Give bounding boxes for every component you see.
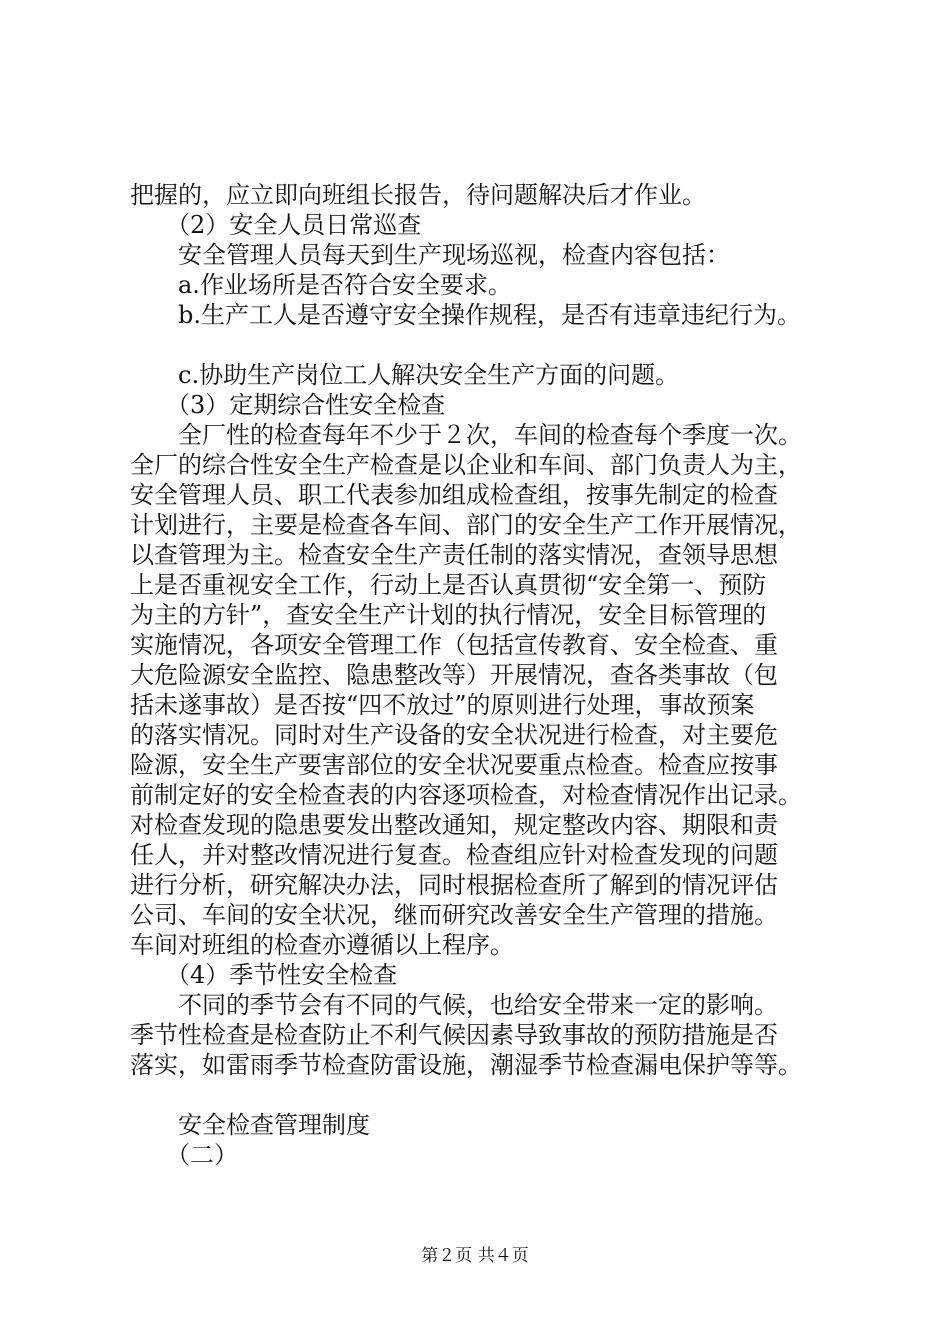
- text-line: 实施情况，各项安全管理工作（包括宣传教育、安全检查、重: [130, 631, 778, 659]
- text-line: 为主的方针”，查安全生产计划的执行情况，安全目标管理的: [130, 601, 767, 629]
- section-number: （二）: [166, 1141, 238, 1169]
- text-line: 公司、车间的安全状况，继而研究改善安全生产管理的措施。: [130, 901, 778, 929]
- text-line: 不同的季节会有不同的气候，也给安全带来一定的影响。: [178, 991, 778, 1019]
- list-item: c.协助生产岗位工人解决安全生产方面的问题。: [178, 361, 680, 389]
- text-line: 全厂性的检查每年不少于２次，车间的检查每个季度一次。: [178, 421, 802, 449]
- text-line: 的落实情况。同时对生产设备的安全状况进行检查，对主要危: [130, 721, 778, 749]
- text-line: 进行分析，研究解决办法，同时根据检查所了解到的情况评估: [130, 871, 778, 899]
- text-line: 任人，并对整改情况进行复查。检查组应针对检查发现的问题: [130, 841, 778, 869]
- text-line: 大危险源安全监控、隐患整改等）开展情况，查各类事故（包: [130, 661, 778, 689]
- text-line: 对检查发现的隐患要发出整改通知，规定整改内容、期限和责: [130, 811, 778, 839]
- text-line: 全厂的综合性安全生产检查是以企业和车间、部门负责人为主，: [130, 451, 802, 479]
- text-line: 括未遂事故）是否按“四不放过”的原则进行处理，事故预案: [130, 691, 755, 719]
- text-line: 前制定好的安全检查表的内容逐项检查，对检查情况作出记录。: [130, 781, 802, 809]
- page-footer: 第２页 共４页: [421, 1246, 529, 1266]
- text-line: 车间对班组的检查亦遵循以上程序。: [130, 931, 514, 959]
- text-line: 把握的，应立即向班组长报告，待问题解决后才作业。: [130, 181, 706, 209]
- text-line: 安全管理人员、职工代表参加组成检查组，按事先制定的检查: [130, 481, 778, 509]
- list-item: b.生产工人是否遵守安全操作规程，是否有违章违纪行为。: [178, 301, 801, 329]
- text-line: 计划进行，主要是检查各车间、部门的安全生产工作开展情况，: [130, 511, 802, 539]
- text-line: 上是否重视安全工作，行动上是否认真贯彻“安全第一、预防: [130, 571, 767, 599]
- text-line: 以查管理为主。检查安全生产责任制的落实情况，查领导思想: [130, 541, 778, 569]
- list-item: a.作业场所是否符合安全要求。: [178, 271, 512, 299]
- section-heading: （4）季节性安全检查: [166, 961, 398, 989]
- text-line: 落实，如雷雨季节检查防雷设施，潮湿季节检查漏电保护等等。: [130, 1051, 802, 1079]
- text-line: 险源，安全生产要害部位的安全状况要重点检查。检查应按事: [130, 751, 778, 779]
- text-line: 季节性检查是检查防止不利气候因素导致事故的预防措施是否: [130, 1021, 778, 1049]
- document-title: 安全检查管理制度: [178, 1111, 370, 1139]
- text-line: 安全管理人员每天到生产现场巡视，检查内容包括：: [178, 241, 730, 269]
- section-heading: （3）定期综合性安全检查: [166, 391, 446, 419]
- section-heading: （2）安全人员日常巡查: [166, 211, 422, 239]
